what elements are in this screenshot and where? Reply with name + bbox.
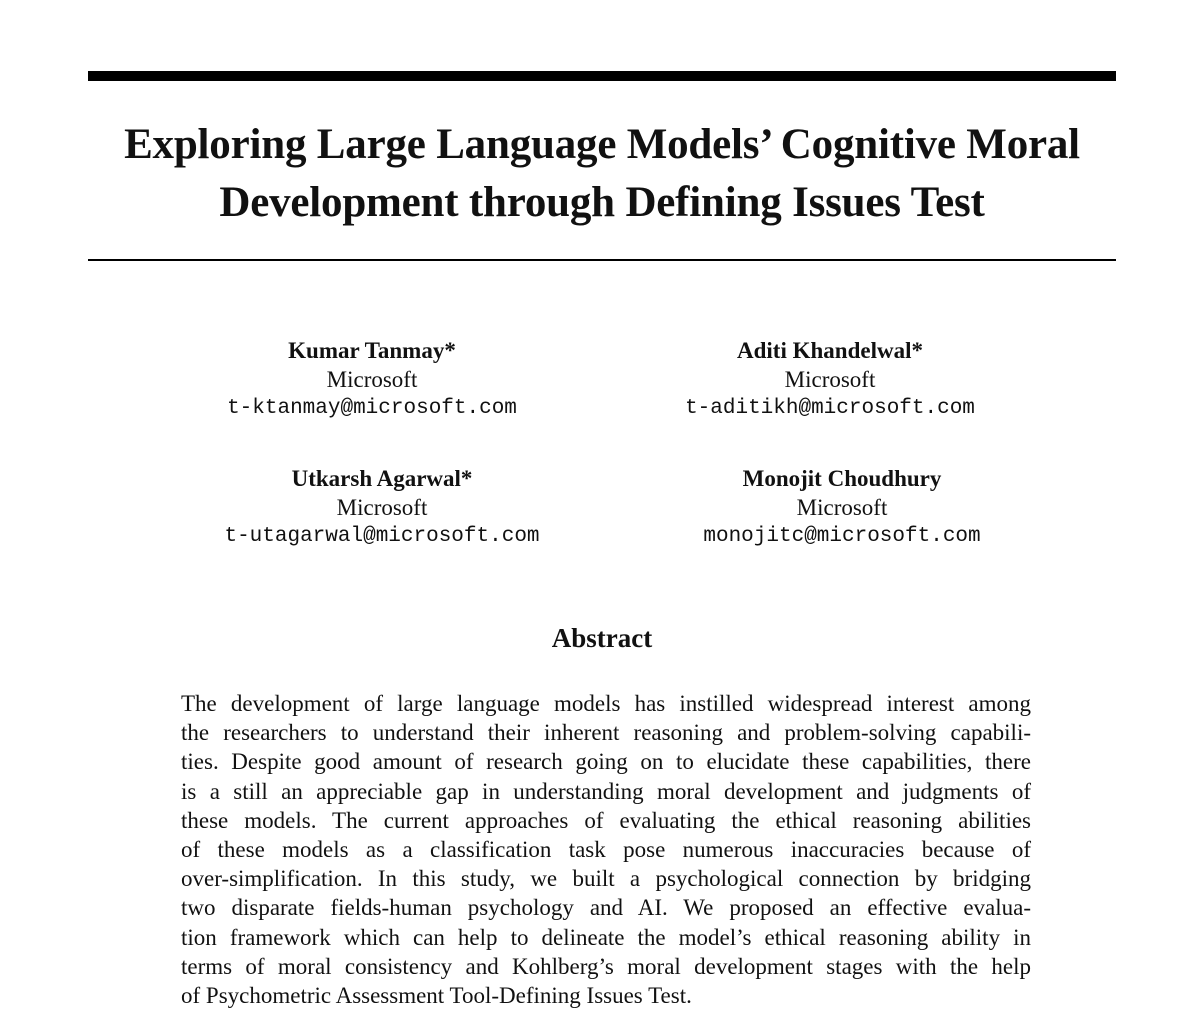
title-line: Exploring Large Language Models’ Cognitive Moral (124, 121, 1080, 168)
author-email: t-aditikh@microsoft.com (685, 397, 975, 420)
abstract-line: of these models as a classification task pose numerous inaccuracies because of (181, 837, 1031, 863)
author-name: Utkarsh Agarwal* (291, 466, 473, 491)
abstract-heading: Abstract (551, 623, 653, 653)
author-affiliation: Microsoft (336, 495, 428, 520)
abstract-line: tion framework which can help to delineate the model’s ethical reasoning ability in (181, 924, 1031, 950)
author-block (600, 336, 1060, 423)
author-block (612, 464, 1072, 551)
author-email: t-ktanmay@microsoft.com (227, 397, 517, 420)
title-line: Development through Defining Issues Test (219, 179, 985, 226)
abstract-line: The development of large language models has instilled widespread interest among (181, 691, 1031, 716)
abstract-line: over-simplification. In this study, we built a psychological connection by bridging (181, 866, 1031, 892)
author-affiliation: Microsoft (784, 367, 876, 392)
author-affiliation: Microsoft (796, 495, 888, 520)
title-bottom-rule (88, 259, 1116, 261)
author-affiliation: Microsoft (326, 367, 418, 392)
abstract-line: of Psychometric Assessment Tool-Defining Issues Test. (181, 983, 692, 1009)
author-name: Aditi Khandelwal* (737, 338, 923, 363)
abstract-body (181, 689, 1031, 1010)
author-name: Monojit Choudhury (742, 466, 942, 491)
abstract-line: the researchers to understand their inherent reasoning and problem-solving capabili- (181, 720, 1031, 746)
abstract-line: two disparate fields-human psychology and AI. We proposed an effective evalua- (181, 895, 1031, 921)
author-block (152, 464, 612, 551)
abstract-line: these models. The current approaches of evaluating the ethical reasoning abilities (181, 807, 1031, 833)
abstract-line: ties. Despite good amount of research going on to elucidate these capabilities, there (181, 749, 1031, 775)
author-block (142, 336, 602, 423)
abstract-line: is a still an appreciable gap in understanding moral development and judgments of (181, 778, 1031, 804)
paper-title (88, 116, 1116, 232)
top-thick-rule (88, 71, 1116, 81)
author-email: t-utagarwal@microsoft.com (224, 525, 540, 548)
abstract-line: terms of moral consistency and Kohlberg’s moral development stages with the help (181, 953, 1031, 979)
author-name: Kumar Tanmay* (288, 338, 456, 363)
author-email: monojitc@microsoft.com (703, 525, 981, 548)
